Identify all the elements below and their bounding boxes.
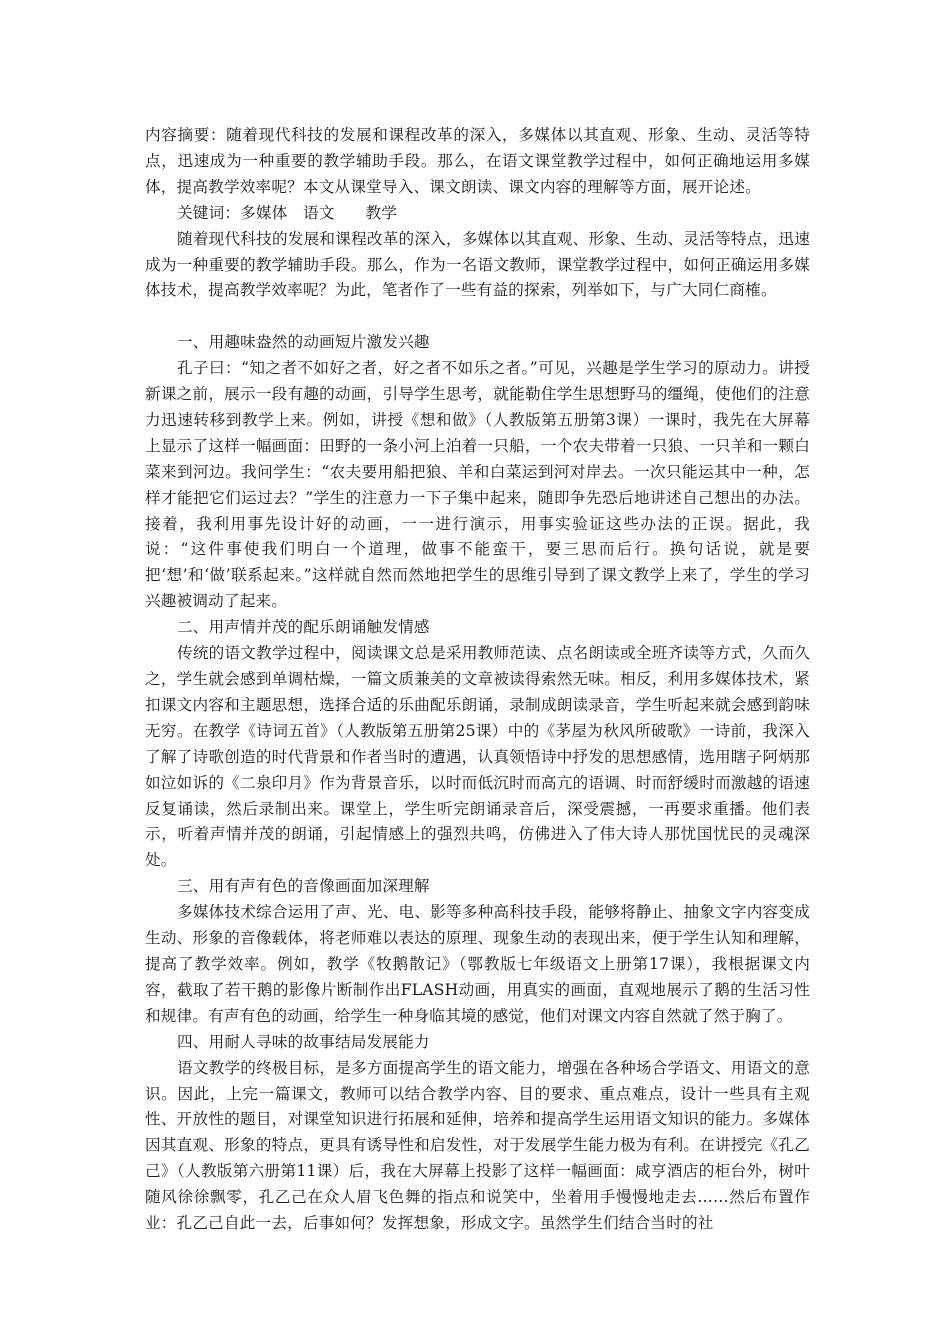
document-page [145, 123, 810, 1237]
section-heading-3: 三、用有声有色的音像画面加深理解 [177, 877, 430, 896]
section-heading-4: 四、用耐人寻味的故事结局发展能力 [177, 1032, 430, 1051]
section-body-3: 多媒体技术综合运用了声、光、电、影等多种高科技手段，能够将静止、抽象文字内容变成生动、形象的音像载体，将老师难以表达的原理、现象生动的表现出来，便于学生认知和理解，提高了教学效率。例如，教学《牧鹅散记》（鄂教版七年级语文上册第17课），我根据课文内容，截取了若干鹅的影像片断制作出FLASH动画，用真实的画面，直观地展示了鹅的生活习性和规律。有声有色的动画，给学生一种身临其境的感觉，他们对课文内容自然就了然于胸了。 [145, 903, 810, 1025]
keywords-line: 关键词：多媒体 语文 教学 [177, 203, 398, 222]
section-body-4: 语文教学的终极目标，是多方面提高学生的语文能力，增强在各种场合学语文、用语文的意识。因此，上完一篇课文，教师可以结合教学内容、目的要求、重点难点，设计一些具有主观性、开放性的题目，对课堂知识进行拓展和延伸，培养和提高学生运用语文知识的能力。多媒体因其直观、形象的特点，更具有诱导性和启发性，对于发展学生能力极为有利。在讲授完《孔乙己》（人教版第六册第11课）后，我在大屏幕上投影了这样一幅画面：咸亨酒店的柜台外，树叶随风徐徐飘零，孔乙己在众人眉飞色舞的指点和说笑中，坐着用手慢慢地走去……然后布置作业：孔乙己自此一去，后事如何？发挥想象，形成文字。虽然学生们结合当时的社 [145, 1058, 810, 1233]
section-heading-2: 二、用声情并茂的配乐朗诵触发情感 [177, 618, 430, 637]
section-body-2: 传统的语文教学过程中，阅读课文总是采用教师范读、点名朗读或全班齐读等方式，久而久之，学生就会感到单调枯燥，一篇文质兼美的文章被读得索然无味。相反，利用多媒体技术，紧扣课文内容和主题思想，选择合适的乐曲配乐朗诵，录制成朗读录音，学生听起来就会感到韵味无穷。在教学《诗词五首》（人教版第五册第25课）中的《茅屋为秋风所破歌》一诗前，我深入了解了诗歌创造的时代背景和作者当时的遭遇，认真领悟诗中抒发的思想感情，选用瞎子阿炳那如泣如诉的《二泉印月》作为背景音乐，以时而低沉时而高亢的语调、时而舒缓时而激越的语速反复诵读，然后录制出来。课堂上，学生听完朗诵录音后，深受震撼，一再要求重播。他们表示，听着声情并茂的朗诵，引起情感上的强烈共鸣，仿佛进入了伟大诗人那忧国忧民的灵魂深处。 [145, 644, 810, 870]
blank-line [145, 304, 810, 330]
section-body-1: 孔子曰：“知之者不如好之者，好之者不如乐之者。”可见，兴趣是学生学习的原动力。讲授新课之前，展示一段有趣的动画，引导学生思考，就能勒住学生思想野马的缰绳，使他们的注意力迅速转移到教学上来。例如，讲授《想和做》（人教版第五册第3课）一课时，我先在大屏幕上显示了这样一幅画面：田野的一条小河上泊着一只船，一个农夫带着一只狼、一只羊和一颗白菜来到河边。我问学生：“农夫要用船把狼、羊和白菜运到河对岸去。一次只能运其中一种，怎样才能把它们运过去？”学生的注意力一下子集中起来，随即争先恐后地讲述自己想出的办法。接着，我利用事先设计好的动画，一一进行演示，用事实验证这些办法的正误。据此，我说：“这件事使我们明白一个道理，做事不能蛮干，要三思而后行。换句话说，就是要把‘想’和‘做’联系起来。”这样就自然而然地把学生的思维引导到了课文教学上来了，学生的学习兴趣被调动了起来。 [145, 359, 810, 611]
intro-paragraph: 随着现代科技的发展和课程改革的深入，多媒体以其直观、形象、生动、灵活等特点，迅速成为一种重要的教学辅助手段。那么，作为一名语文教师，课堂教学过程中，如何正确运用多媒体技术，提高教学效率呢？为此，笔者作了一些有益的探索，列举如下，与广大同仁商榷。 [145, 229, 810, 300]
section-heading-1: 一、用趣味盎然的动画短片激发兴趣 [177, 333, 430, 352]
abstract-paragraph: 内容摘要：随着现代科技的发展和课程改革的深入，多媒体以其直观、形象、生动、灵活等特点，迅速成为一种重要的教学辅助手段。那么，在语文课堂教学过程中，如何正确地运用多媒体，提高教学效率呢？本文从课堂导入、课文朗读、课文内容的理解等方面，展开论述。 [145, 126, 810, 196]
